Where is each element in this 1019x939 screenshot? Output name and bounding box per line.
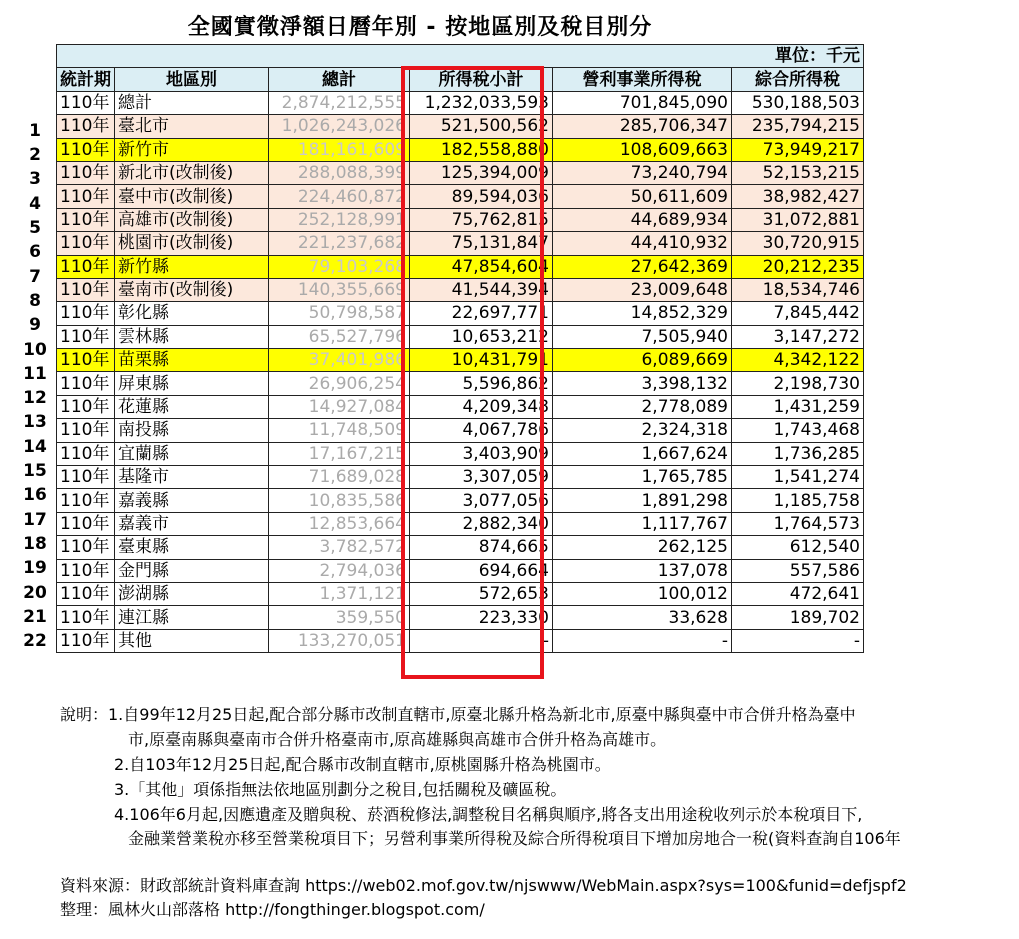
cell-income-tax: 3,403,909 bbox=[410, 442, 553, 465]
rank-number: 13 bbox=[23, 412, 47, 433]
cell-income-tax: 182,558,880 bbox=[410, 138, 553, 161]
cell-total: 71,689,028 bbox=[269, 466, 410, 489]
unit-label: 單位：千元 bbox=[57, 45, 864, 68]
cell-total: 221,237,682 bbox=[269, 232, 410, 255]
cell-personal-tax: - bbox=[732, 629, 864, 652]
cell-region: 連江縣 bbox=[115, 606, 269, 629]
cell-region: 其他 bbox=[115, 629, 269, 652]
cell-income-tax: 10,653,212 bbox=[410, 325, 553, 348]
rank-number: 20 bbox=[23, 582, 47, 603]
cell-income-tax: 3,077,056 bbox=[410, 489, 553, 512]
cell-personal-tax: 31,072,881 bbox=[732, 208, 864, 231]
cell-region: 臺東縣 bbox=[115, 536, 269, 559]
table-body bbox=[57, 91, 864, 652]
cell-income-tax: 22,697,771 bbox=[410, 302, 553, 325]
cell-income-tax: 572,653 bbox=[410, 582, 553, 605]
cell-region: 臺北市 bbox=[115, 115, 269, 138]
table-row bbox=[57, 208, 864, 231]
cell-total: 37,401,986 bbox=[269, 349, 410, 372]
cell-personal-tax: 2,198,730 bbox=[732, 372, 864, 395]
cell-corp-tax: 1,765,785 bbox=[553, 466, 732, 489]
cell-income-tax: 125,394,009 bbox=[410, 161, 553, 184]
rank-number: 15 bbox=[23, 461, 47, 481]
table-row bbox=[57, 629, 864, 652]
cell-personal-tax: 1,431,259 bbox=[732, 395, 864, 418]
cell-period: 110年 bbox=[57, 372, 115, 395]
cell-period: 110年 bbox=[57, 161, 115, 184]
table-row bbox=[57, 512, 864, 535]
cell-total: 65,527,796 bbox=[269, 325, 410, 348]
cell-period: 110年 bbox=[57, 325, 115, 348]
cell-period: 110年 bbox=[57, 489, 115, 512]
cell-total: 2,874,212,555 bbox=[269, 91, 410, 114]
cell-corp-tax: 285,706,347 bbox=[553, 115, 732, 138]
table-row bbox=[57, 325, 864, 348]
cell-corp-tax: 3,398,132 bbox=[553, 372, 732, 395]
cell-period: 110年 bbox=[57, 559, 115, 582]
table-row bbox=[57, 91, 864, 114]
cell-income-tax: 223,330 bbox=[410, 606, 553, 629]
cell-corp-tax: 73,240,794 bbox=[553, 161, 732, 184]
cell-personal-tax: 1,743,468 bbox=[732, 419, 864, 442]
table-row bbox=[57, 559, 864, 582]
cell-personal-tax: 1,736,285 bbox=[732, 442, 864, 465]
cell-corp-tax: 701,845,090 bbox=[553, 91, 732, 114]
cell-personal-tax: 189,702 bbox=[732, 606, 864, 629]
cell-personal-tax: 3,147,272 bbox=[732, 325, 864, 348]
rank-number: 18 bbox=[23, 533, 47, 554]
cell-corp-tax: 44,689,934 bbox=[553, 208, 732, 231]
table-row bbox=[57, 138, 864, 161]
cell-personal-tax: 52,153,215 bbox=[732, 161, 864, 184]
cell-income-tax: 3,307,059 bbox=[410, 466, 553, 489]
table-row bbox=[57, 372, 864, 395]
note-1-cont: 市,原臺南縣與臺南市合併升格臺南市,原高雄縣與高雄市合併升格為高雄市。 bbox=[128, 730, 667, 749]
cell-period: 110年 bbox=[57, 138, 115, 161]
cell-region: 新竹市 bbox=[115, 138, 269, 161]
cell-total: 14,927,084 bbox=[269, 395, 410, 418]
table-row bbox=[57, 466, 864, 489]
table-row bbox=[57, 115, 864, 138]
cell-total: 26,906,254 bbox=[269, 372, 410, 395]
col-header-region: 地區別 bbox=[115, 68, 269, 91]
table-row bbox=[57, 419, 864, 442]
cell-corp-tax: 1,667,624 bbox=[553, 442, 732, 465]
cell-region: 臺南市(改制後) bbox=[115, 278, 269, 301]
cell-corp-tax: 14,852,329 bbox=[553, 302, 732, 325]
cell-period: 110年 bbox=[57, 419, 115, 442]
note-4-cont: 金融業營業稅亦移至營業稅項目下；另營利事業所得稅及綜合所得稅項目下增加房地合一稅(資料查詢自106年 bbox=[128, 829, 901, 848]
cell-corp-tax: 2,778,089 bbox=[553, 395, 732, 418]
cell-period: 110年 bbox=[57, 512, 115, 535]
rank-number: 21 bbox=[23, 606, 47, 627]
cell-region: 嘉義縣 bbox=[115, 489, 269, 512]
rank-number: 14 bbox=[23, 436, 47, 457]
cell-total: 359,550 bbox=[269, 606, 410, 629]
note-2: 2.自103年12月25日起,配合縣市改制直轄市,原桃園縣升格為桃園市。 bbox=[114, 755, 611, 774]
cell-region: 南投縣 bbox=[115, 419, 269, 442]
cell-corp-tax: 2,324,318 bbox=[553, 419, 732, 442]
cell-total: 50,798,587 bbox=[269, 302, 410, 325]
cell-region: 嘉義市 bbox=[115, 512, 269, 535]
cell-period: 110年 bbox=[57, 606, 115, 629]
cell-period: 110年 bbox=[57, 302, 115, 325]
cell-total: 1,026,243,026 bbox=[269, 115, 410, 138]
cell-total: 133,270,051 bbox=[269, 629, 410, 652]
cell-personal-tax: 73,949,217 bbox=[732, 138, 864, 161]
rank-number: 2 bbox=[29, 145, 41, 166]
cell-period: 110年 bbox=[57, 115, 115, 138]
cell-personal-tax: 1,185,758 bbox=[732, 489, 864, 512]
cell-income-tax: 521,500,562 bbox=[410, 115, 553, 138]
cell-personal-tax: 557,586 bbox=[732, 559, 864, 582]
cell-period: 110年 bbox=[57, 442, 115, 465]
cell-region: 總計 bbox=[115, 91, 269, 114]
cell-total: 224,460,872 bbox=[269, 185, 410, 208]
cell-period: 110年 bbox=[57, 208, 115, 231]
cell-period: 110年 bbox=[57, 278, 115, 301]
rank-number: 8 bbox=[29, 290, 41, 311]
rank-number: 22 bbox=[23, 631, 47, 652]
cell-total: 17,167,215 bbox=[269, 442, 410, 465]
cell-corp-tax: 108,609,663 bbox=[553, 138, 732, 161]
cell-total: 288,088,399 bbox=[269, 161, 410, 184]
cell-period: 110年 bbox=[57, 255, 115, 278]
table-row bbox=[57, 185, 864, 208]
cell-total: 1,371,121 bbox=[269, 582, 410, 605]
cell-income-tax: 5,596,862 bbox=[410, 372, 553, 395]
table-row bbox=[57, 489, 864, 512]
cell-income-tax: 694,664 bbox=[410, 559, 553, 582]
cell-corp-tax: 44,410,932 bbox=[553, 232, 732, 255]
cell-period: 110年 bbox=[57, 349, 115, 372]
cell-region: 臺中市(改制後) bbox=[115, 185, 269, 208]
cell-personal-tax: 4,342,122 bbox=[732, 349, 864, 372]
col-header-corp-tax: 營利事業所得稅 bbox=[553, 68, 732, 91]
rank-number: 16 bbox=[23, 485, 47, 506]
source-line: 資料來源：財政部統計資料庫查詢 https://web02.mof.gov.tw/njswww/WebMain.aspx?sys=100&funid=defjspf2 bbox=[60, 876, 907, 895]
table-row bbox=[57, 255, 864, 278]
unit-row bbox=[57, 45, 864, 68]
cell-personal-tax: 235,794,215 bbox=[732, 115, 864, 138]
cell-region: 屏東縣 bbox=[115, 372, 269, 395]
note-4: 4.106年6月起,因應遺產及贈與稅、菸酒稅修法,調整稅目名稱與順序,將各支出用途稅收列示於本稅項目下, bbox=[114, 805, 863, 824]
cell-personal-tax: 30,720,915 bbox=[732, 232, 864, 255]
table-row bbox=[57, 302, 864, 325]
rank-number: 6 bbox=[29, 242, 41, 263]
cell-income-tax: 41,544,394 bbox=[410, 278, 553, 301]
note-3: 3.「其他」項係指無法依地區別劃分之稅目,包括關稅及礦區稅。 bbox=[114, 780, 567, 799]
cell-region: 新竹縣 bbox=[115, 255, 269, 278]
cell-corp-tax: 1,117,767 bbox=[553, 512, 732, 535]
cell-region: 宜蘭縣 bbox=[115, 442, 269, 465]
cell-period: 110年 bbox=[57, 232, 115, 255]
cell-income-tax: 874,665 bbox=[410, 536, 553, 559]
header-row bbox=[57, 68, 864, 91]
cell-personal-tax: 18,534,746 bbox=[732, 278, 864, 301]
cell-corp-tax: 27,642,369 bbox=[553, 255, 732, 278]
cell-period: 110年 bbox=[57, 536, 115, 559]
cell-corp-tax: 100,012 bbox=[553, 582, 732, 605]
cell-total: 10,835,586 bbox=[269, 489, 410, 512]
compiled-by-line: 整理：風林火山部落格 http://fongthinger.blogspot.com/ bbox=[60, 900, 485, 919]
cell-region: 苗栗縣 bbox=[115, 349, 269, 372]
cell-income-tax: 47,854,604 bbox=[410, 255, 553, 278]
cell-total: 140,355,669 bbox=[269, 278, 410, 301]
cell-total: 2,794,036 bbox=[269, 559, 410, 582]
col-header-income-tax: 所得稅小計 bbox=[410, 68, 553, 91]
rank-number: 9 bbox=[29, 315, 41, 336]
cell-corp-tax: 1,891,298 bbox=[553, 489, 732, 512]
cell-region: 新北市(改制後) bbox=[115, 161, 269, 184]
cell-region: 桃園市(改制後) bbox=[115, 232, 269, 255]
cell-period: 110年 bbox=[57, 582, 115, 605]
cell-period: 110年 bbox=[57, 466, 115, 489]
cell-corp-tax: - bbox=[553, 629, 732, 652]
tax-table bbox=[56, 44, 864, 653]
cell-income-tax: 10,431,791 bbox=[410, 349, 553, 372]
table-row bbox=[57, 442, 864, 465]
cell-region: 高雄市(改制後) bbox=[115, 208, 269, 231]
cell-total: 252,128,991 bbox=[269, 208, 410, 231]
cell-total: 79,103,268 bbox=[269, 255, 410, 278]
table-row bbox=[57, 161, 864, 184]
rank-number: 11 bbox=[23, 363, 47, 384]
rank-number: 19 bbox=[23, 558, 47, 579]
col-header-total: 總計 bbox=[269, 68, 410, 91]
rank-number: 10 bbox=[23, 339, 47, 360]
cell-income-tax: 75,762,815 bbox=[410, 208, 553, 231]
table-row bbox=[57, 349, 864, 372]
cell-income-tax: 89,594,036 bbox=[410, 185, 553, 208]
cell-income-tax: 4,067,786 bbox=[410, 419, 553, 442]
cell-corp-tax: 6,089,669 bbox=[553, 349, 732, 372]
table-row bbox=[57, 395, 864, 418]
rank-number: 1 bbox=[29, 120, 41, 141]
rank-number: 3 bbox=[29, 169, 41, 190]
cell-personal-tax: 20,212,235 bbox=[732, 255, 864, 278]
cell-corp-tax: 23,009,648 bbox=[553, 278, 732, 301]
cell-region: 彰化縣 bbox=[115, 302, 269, 325]
cell-period: 110年 bbox=[57, 629, 115, 652]
cell-personal-tax: 7,845,442 bbox=[732, 302, 864, 325]
cell-personal-tax: 1,541,274 bbox=[732, 466, 864, 489]
cell-personal-tax: 530,188,503 bbox=[732, 91, 864, 114]
cell-income-tax: 4,209,348 bbox=[410, 395, 553, 418]
table-row bbox=[57, 606, 864, 629]
table-row bbox=[57, 232, 864, 255]
cell-corp-tax: 137,078 bbox=[553, 559, 732, 582]
table-row bbox=[57, 582, 864, 605]
cell-period: 110年 bbox=[57, 185, 115, 208]
cell-region: 金門縣 bbox=[115, 559, 269, 582]
cell-income-tax: 75,131,847 bbox=[410, 232, 553, 255]
cell-region: 雲林縣 bbox=[115, 325, 269, 348]
rank-number: 5 bbox=[29, 218, 41, 238]
cell-region: 花蓮縣 bbox=[115, 395, 269, 418]
rank-number: 12 bbox=[23, 388, 47, 409]
cell-total: 181,161,609 bbox=[269, 138, 410, 161]
cell-corp-tax: 7,505,940 bbox=[553, 325, 732, 348]
cell-total: 3,782,572 bbox=[269, 536, 410, 559]
rank-number: 7 bbox=[29, 266, 41, 287]
cell-corp-tax: 33,628 bbox=[553, 606, 732, 629]
table-row bbox=[57, 536, 864, 559]
cell-income-tax: - bbox=[410, 629, 553, 652]
cell-region: 澎湖縣 bbox=[115, 582, 269, 605]
page-title: 全國實徵淨額日曆年別 - 按地區別及稅目別分 bbox=[187, 15, 653, 40]
cell-period: 110年 bbox=[57, 91, 115, 114]
cell-corp-tax: 50,611,609 bbox=[553, 185, 732, 208]
cell-income-tax: 2,882,340 bbox=[410, 512, 553, 535]
cell-personal-tax: 472,641 bbox=[732, 582, 864, 605]
col-header-period: 統計期 bbox=[57, 68, 115, 91]
cell-period: 110年 bbox=[57, 395, 115, 418]
cell-personal-tax: 38,982,427 bbox=[732, 185, 864, 208]
cell-personal-tax: 612,540 bbox=[732, 536, 864, 559]
cell-total: 11,748,509 bbox=[269, 419, 410, 442]
note-1: 說明：1.自99年12月25日起,配合部分縣市改制直轄市,原臺北縣升格為新北市,原臺中縣與臺中市合併升格為臺中 bbox=[60, 705, 856, 724]
col-header-personal-tax: 綜合所得稅 bbox=[732, 68, 864, 91]
rank-number: 4 bbox=[29, 193, 41, 214]
cell-region: 基隆市 bbox=[115, 466, 269, 489]
table-row bbox=[57, 278, 864, 301]
cell-personal-tax: 1,764,573 bbox=[732, 512, 864, 535]
cell-total: 12,853,664 bbox=[269, 512, 410, 535]
cell-corp-tax: 262,125 bbox=[553, 536, 732, 559]
rank-number: 17 bbox=[23, 509, 47, 530]
cell-income-tax: 1,232,033,593 bbox=[410, 91, 553, 114]
